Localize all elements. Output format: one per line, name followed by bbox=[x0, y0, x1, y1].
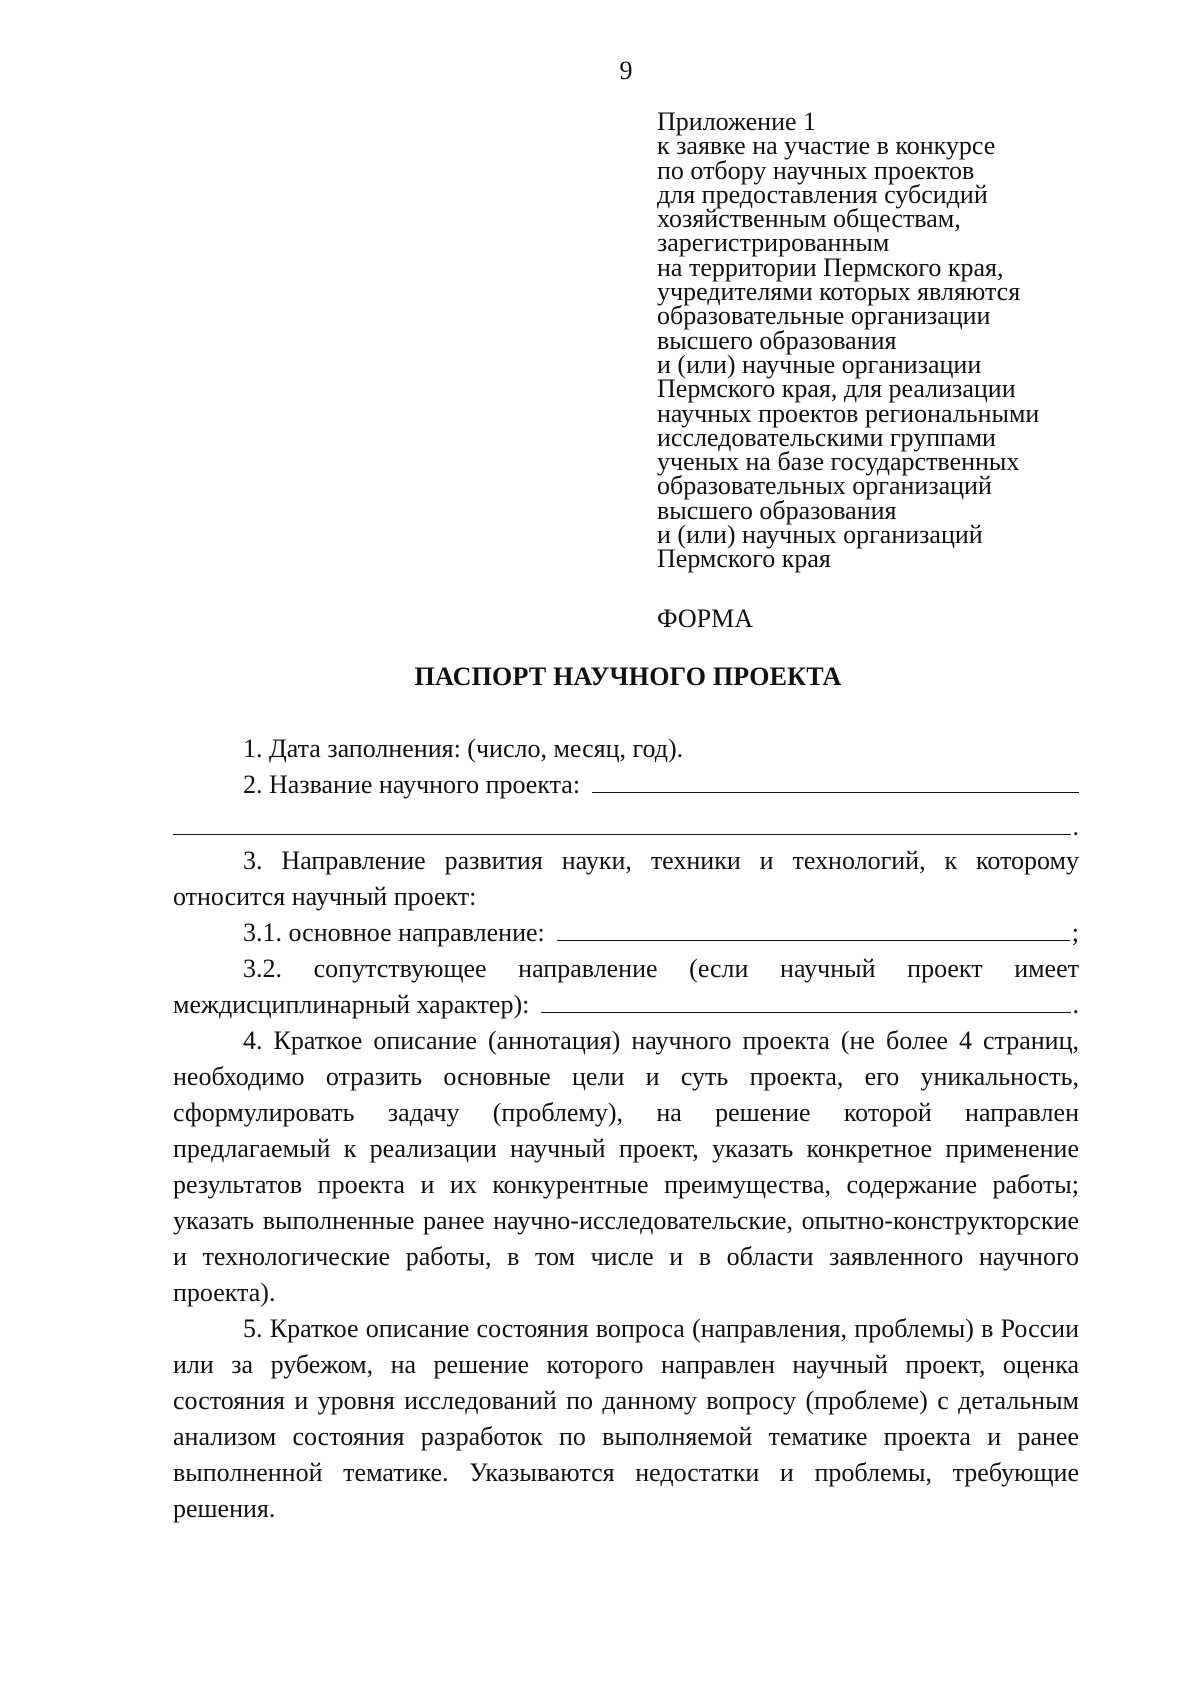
form-label: ФОРМА bbox=[657, 604, 753, 633]
appendix-line: ученых на базе государственных bbox=[657, 447, 1020, 477]
project-name-field[interactable] bbox=[592, 770, 1079, 793]
appendix-block bbox=[657, 107, 1117, 574]
appendix-line: научных проектов региональными bbox=[657, 398, 1040, 428]
appendix-line: Пермского края, для реализации bbox=[657, 374, 1016, 404]
item-4-text: 4. Краткое описание (аннотация) научного проекта (не более 4 страниц, необходимо отразить основные цели и суть проекта, его уникальность, сформулировать задачу (проблему), на решение которой направлен предлагаемый к реализации научный проект, указать конкретное применение результатов проекта и их конкурентные преимущества, содержание работы; указать выполненные ранее научно-исследовательские, опытно-конструкторские и технологические работы, в том числе и в области заявленного научного проекта). bbox=[173, 1026, 1079, 1307]
item-1-text: 1. Дата заполнения: (число, месяц, год). bbox=[243, 734, 684, 763]
appendix-line: зарегистрированным bbox=[657, 228, 890, 258]
item-3-1 bbox=[173, 915, 1079, 951]
item-3-2-end: . bbox=[1072, 990, 1079, 1019]
project-name-field-continued[interactable] bbox=[173, 812, 1071, 835]
main-direction-field[interactable] bbox=[557, 918, 1070, 941]
secondary-direction-field[interactable] bbox=[541, 990, 1070, 1013]
appendix-line: Приложение 1 bbox=[657, 107, 817, 136]
appendix-line: высшего образования bbox=[657, 325, 897, 355]
page-number: 9 bbox=[619, 56, 633, 85]
item-3-2-line-2: междисциплинарный характер): bbox=[173, 990, 530, 1019]
appendix-line: и (или) научных организаций bbox=[657, 520, 983, 550]
item-3 bbox=[173, 843, 1079, 915]
appendix-line: и (или) научные организации bbox=[657, 349, 982, 379]
appendix-line: исследовательскими группами bbox=[657, 422, 996, 452]
item-3-2-line-1: 3.2. сопутствующее направление (если научный проект имеет bbox=[243, 954, 1079, 983]
appendix-line: на территории Пермского края, bbox=[657, 252, 1004, 282]
item-5-text: 5. Краткое описание состояния вопроса (направления, проблемы) в России или за рубежом, на решение которого направлен научный проект, оценка состояния и уровня исследований по данному вопросу (проблеме) с детальным анализом состояния разработок по выполняемой тематике проекта и ранее выполненной тематике. Указываются недостатки и проблемы, требующие решения. bbox=[173, 1314, 1079, 1523]
appendix-line: к заявке на участие в конкурсе bbox=[657, 131, 996, 161]
item-3-2 bbox=[173, 951, 1079, 1023]
item-3-1-end: ; bbox=[1071, 918, 1079, 947]
item-4 bbox=[173, 1023, 1079, 1311]
appendix-line: хозяйственным обществам, bbox=[657, 204, 961, 234]
item-1 bbox=[173, 731, 1079, 767]
appendix-line: высшего образования bbox=[657, 495, 897, 525]
appendix-line: образовательных организаций bbox=[657, 471, 992, 501]
item-5 bbox=[173, 1311, 1079, 1527]
appendix-line: образовательные организации bbox=[657, 301, 991, 331]
item-2-label: 2. Название научного проекта: bbox=[243, 770, 581, 799]
item-3-text: 3. Направление развития науки, техники и технологий, к которому относится научный проект: bbox=[173, 846, 1079, 911]
appendix-line: учредителями которых являются bbox=[657, 277, 1021, 307]
item-2 bbox=[173, 767, 1079, 845]
item-3-1-label: 3.1. основное направление: bbox=[243, 918, 545, 947]
appendix-line: Пермского края bbox=[657, 544, 831, 574]
document-title: ПАСПОРТ НАУЧНОГО ПРОЕКТА bbox=[414, 662, 842, 691]
appendix-line: для предоставления субсидий bbox=[657, 179, 988, 209]
item-2-end: . bbox=[1072, 812, 1079, 841]
appendix-line: по отбору научных проектов bbox=[657, 155, 975, 185]
